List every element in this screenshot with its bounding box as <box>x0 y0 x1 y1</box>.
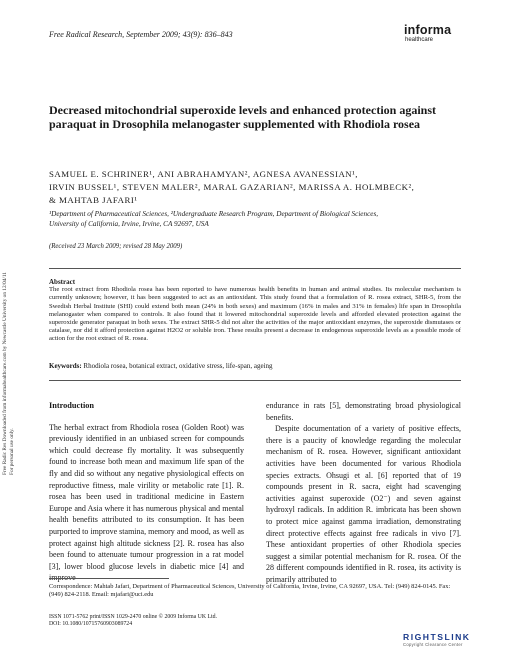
rightslink-logo <box>403 632 471 647</box>
abstract-heading: Abstract <box>49 278 76 286</box>
doi-line: DOI: 10.1080/10715760903089724 <box>49 621 133 627</box>
rightslink-text: RIGHTSLINK <box>403 632 471 642</box>
footnote-rule <box>49 578 169 579</box>
publisher-logo <box>404 24 451 44</box>
abstract-section <box>49 278 461 344</box>
body-right-column <box>266 400 461 586</box>
abstract-bottom-rule <box>49 380 461 381</box>
author-line-1: SAMUEL E. SCHRINER¹, ANI ABRAHAMYAN², AGNESA AVANESSIAN¹, <box>49 169 358 179</box>
abstract-text: The root extract from Rhodiola rosea has been reported to have numerous health benefits in human and animal studies. Its molecular mechanism is currently unknown; however, it has been suggested to act as an antioxidant. This study found that a formulation of R. rosea extract, SHR-5, from the Swedish Herbal Institute (SHI) could extend both mean (24% in both sexes) and maximum (16% in males and 31% in females) life span in Drosophila melanogaster when compared to controls. It also found that it lowered mitochondrial superoxide levels and afforded elevated protection against the superoxide generator paraquat in both sexes. The extract SHR-5 did not alter the activities of the major antioxidant enzymes, the superoxide dismutases or catalase, nor did it afford protection against H2O2 or soluble iron. These results present a decrease in endogenous superoxide levels as a possible mode of action for the root extract of R. rosea. <box>49 286 461 343</box>
author-line-3: & MAHTAB JAFARI¹ <box>49 195 138 205</box>
watermark-line-2: For personal use only. <box>9 428 15 475</box>
keywords-label: Keywords: <box>49 362 82 370</box>
affiliation-line-1: ¹Department of Pharmaceutical Sciences, ²Undergraduate Research Program, Department of Biological Sciences, <box>49 210 379 218</box>
affiliation-line-2: University of California, Irvine, Irvine, CA 92697, USA <box>49 219 209 228</box>
keywords-text: Rhodiola rosea, botanical extract, oxidative stress, life-span, ageing <box>83 362 273 370</box>
keywords <box>49 362 461 370</box>
article-title: Decreased mitochondrial superoxide levels and enhanced protection against paraquat in Drosophila melanogaster supplemented with Rhodiola rosea <box>49 103 436 131</box>
received-dates: (Received 23 March 2009; revised 28 May 2009) <box>49 243 183 250</box>
intro-paragraph-2: Despite documentation of a variety of positive effects, there is a paucity of knowledge regarding the molecular mechanism of R. rosea. However, significant antioxidant activities have been documented for various Rhodiola species extracts. Ohsugi et al. [6] reported that of 19 compounds present in R. sacra, eight had scavenging activities against superoxide (O2⁻) and seven against hydroxyl radicals. In addition R. imbricata has been shown to protect mice against gamma irradiation, demonstrating direct protective effects against free radicals in vivo [7]. These antioxidant properties of other Rhodiola species suggest a similar potential mechanism for R. rosea. Of the 28 different compounds identified in R. rosea, its activity is primarily attributed to <box>266 424 461 584</box>
affiliations <box>49 210 469 230</box>
download-watermark <box>2 175 38 475</box>
author-list <box>49 168 459 207</box>
issn-line: ISSN 1071-5762 print/ISSN 1029-2470 online © 2009 Informa UK Ltd. <box>49 614 217 620</box>
publisher-name: informa <box>404 23 452 37</box>
author-line-2: IRVIN BUSSEL¹, STEVEN MALER², MARAL GAZARIAN², MARISSA A. HOLMBECK², <box>49 182 415 192</box>
publisher-subtitle: healthcare <box>405 37 434 43</box>
body-left-column <box>49 400 244 584</box>
abstract-top-rule <box>49 268 461 269</box>
intro-heading: Introduction <box>49 401 95 410</box>
intro-paragraph-1-cont: endurance in rats [5], demonstrating broad physiological benefits. <box>266 401 461 422</box>
watermark-line-1: Free Radic Res Downloaded from informahealthcare.com by Newcastle University on 12/04/11 <box>2 272 8 475</box>
rightslink-subtext: Copyright Clearance Center <box>403 642 463 647</box>
issn-doi <box>49 614 217 628</box>
intro-paragraph-1: The herbal extract from Rhodiola rosea (Golden Root) was previously identified in an unbiased screen for compounds which could decrease fly mortality. It was subsequently found to increase both mean and maximum life span of the fly and did so without any negative physiological effects on reproductive fitness, male virility or metabolic rate [1]. R. rosea has been used in traditional medicine in Eastern Europe and Asia where it has numerous physical and mental health benefits attributed to its consumption. It has been purported to improve stamina, memory and mood, as well as protect against high altitude sickness [2]. R. rosea has also been found to attenuate tumour progression in a rat model [3], lower blood glucose levels in diabetic mice [4] and improve <box>49 422 244 583</box>
journal-citation: Free Radical Research, September 2009; 43(9): 836–843 <box>49 30 233 39</box>
correspondence-note: Correspondence: Mahtab Jafari, Department of Pharmaceutical Sciences, University of California, Irvine, Irvine, CA 92697, USA. Tel: (949) 824-0145. Fax: (949) 824-2118. Email: mjafari@uci.edu <box>49 583 451 598</box>
